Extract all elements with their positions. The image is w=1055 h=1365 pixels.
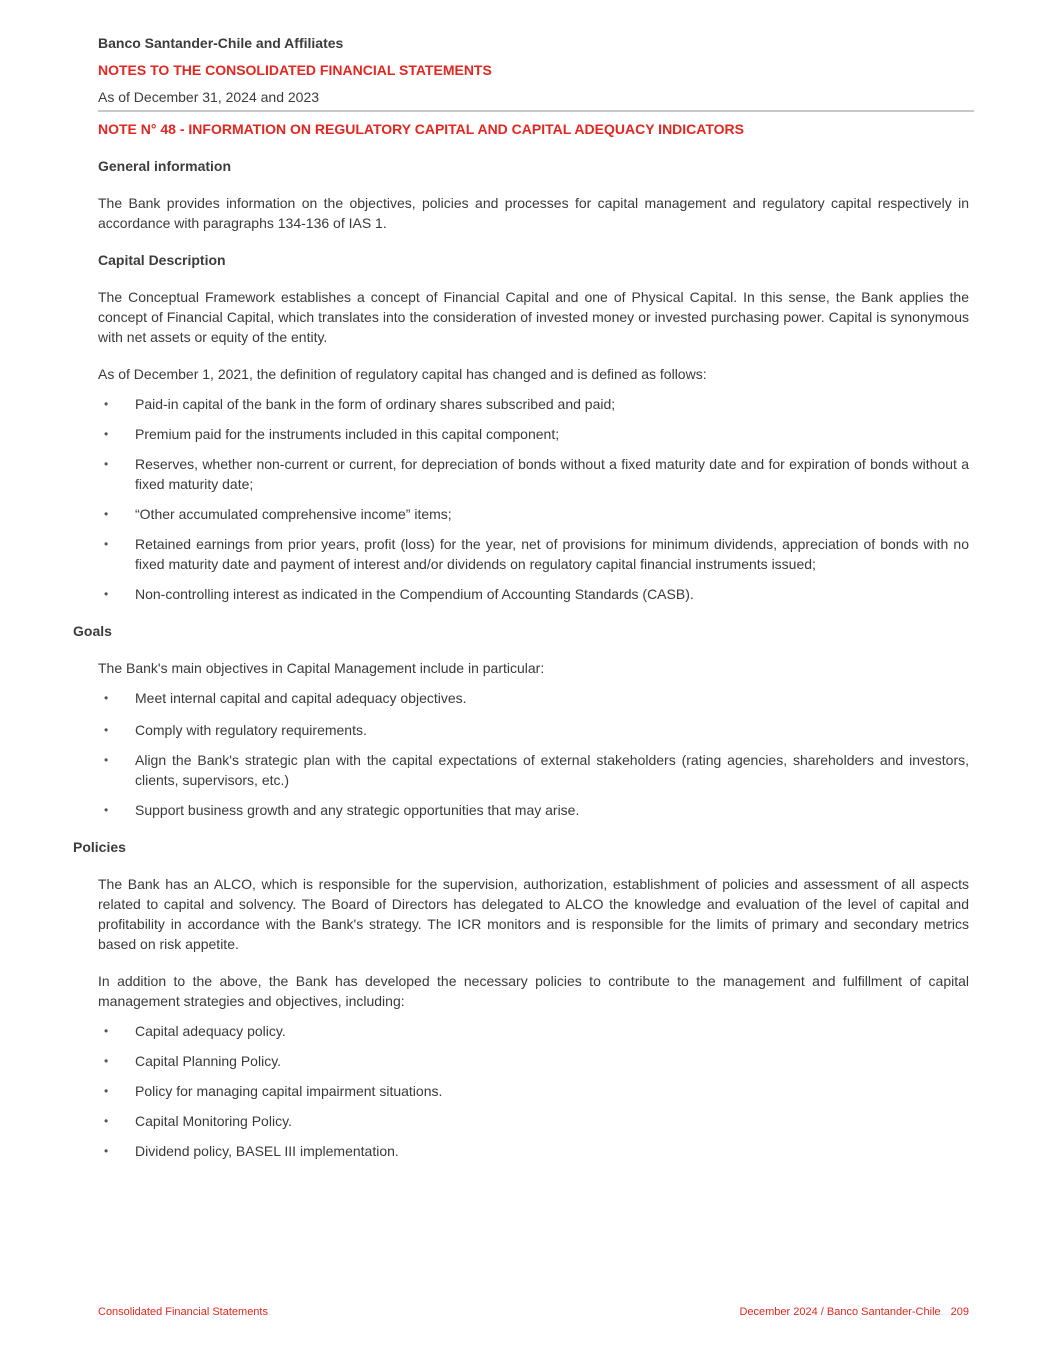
goals-heading: Goals	[73, 623, 112, 639]
list-item-text: Capital Planning Policy.	[135, 1053, 282, 1069]
bullet-icon: •	[104, 1054, 109, 1068]
list-item	[98, 1081, 969, 1101]
bullet-icon: •	[104, 587, 109, 601]
list-item	[98, 534, 969, 574]
list-item-text: Reserves, whether non-current or current, for depreciation of bonds without a fixed maturity date and for expiration of bonds without a fixed maturity date;	[135, 456, 969, 492]
capital-paragraph: The Conceptual Framework establishes a concept of Financial Capital and one of Physical Capital. In this sense, the Bank applies the concept of Financial Capital, which translates into the consideration of invested money or invested purchasing power. Capital is synonymous with net assets or equity of the entity.	[98, 289, 969, 345]
list-item-text: Support business growth and any strategic opportunities that may arise.	[135, 802, 580, 818]
bullet-icon: •	[104, 457, 109, 471]
bullet-icon: •	[104, 753, 109, 767]
footer-document-name: Consolidated Financial Statements	[98, 1306, 268, 1318]
list-item-text: Premium paid for the instruments included in this capital component;	[135, 426, 560, 442]
list-item-text: Retained earnings from prior years, profit (loss) for the year, net of provisions for minimum dividends, appreciation of bonds with no fixed maturity date and payment of interest and/or dividends on regulatory capital financial instruments issued;	[135, 536, 969, 572]
bullet-icon: •	[104, 427, 109, 441]
notes-title: NOTES TO THE CONSOLIDATED FINANCIAL STATEMENTS	[98, 62, 492, 78]
list-item-text: Paid-in capital of the bank in the form of ordinary shares subscribed and paid;	[135, 396, 616, 412]
list-item-text: Capital Monitoring Policy.	[135, 1113, 292, 1129]
list-item	[98, 1051, 969, 1071]
as-of-date: As of December 31, 2024 and 2023	[98, 89, 320, 105]
list-item	[98, 504, 969, 524]
list-item	[98, 1141, 969, 1161]
note-content	[73, 119, 969, 1161]
footer-period: December 2024 / Banco Santander-Chile	[739, 1306, 941, 1318]
bullet-icon: •	[104, 1024, 109, 1038]
list-item-text: Comply with regulatory requirements.	[135, 722, 367, 738]
definition-intro: As of December 1, 2021, the definition of regulatory capital has changed and is defined as follows:	[98, 366, 707, 382]
policies-list	[98, 1021, 969, 1161]
definition-list	[98, 394, 969, 604]
general-heading: General information	[98, 158, 232, 174]
list-item	[98, 750, 969, 790]
policies-heading: Policies	[73, 839, 126, 855]
bullet-icon: •	[104, 507, 109, 521]
company-name: Banco Santander-Chile and Affiliates	[98, 35, 344, 51]
list-item-text: Policy for managing capital impairment situations.	[135, 1083, 443, 1099]
list-item	[98, 1111, 969, 1131]
bullet-icon: •	[104, 723, 109, 737]
list-item-text: “Other accumulated comprehensive income” items;	[135, 506, 452, 522]
note-title: NOTE N° 48 - INFORMATION ON REGULATORY CAPITAL AND CAPITAL ADEQUACY INDICATORS	[98, 121, 744, 137]
page-header	[98, 34, 974, 108]
footer-right	[739, 1306, 969, 1318]
goals-intro: The Bank's main objectives in Capital Management include in particular:	[98, 660, 545, 676]
list-item-text: Meet internal capital and capital adequacy objectives.	[135, 690, 467, 706]
policies-paragraph-1: The Bank has an ALCO, which is responsible for the supervision, authorization, establishment of policies and assessment of all aspects related to capital and solvency. The Board of Directors has delegated to ALCO the knowledge and evaluation of the level of capital and profitability in accordance with the Bank's strategy. The ICR monitors and is responsible for the limits of primary and secondary metrics based on risk appetite.	[98, 876, 969, 952]
list-item-text: Capital adequacy policy.	[135, 1023, 286, 1039]
bullet-icon: •	[104, 1144, 109, 1158]
list-item	[98, 688, 969, 708]
list-item	[98, 394, 969, 414]
bullet-icon: •	[104, 1114, 109, 1128]
bullet-icon: •	[104, 691, 109, 705]
page-number: 209	[950, 1306, 969, 1318]
list-item	[98, 424, 969, 444]
list-item-text: Align the Bank's strategic plan with the capital expectations of external stakeholders (rating agencies, shareholders and investors, clients, supervisors, etc.)	[135, 752, 969, 788]
capital-heading: Capital Description	[98, 252, 226, 268]
policies-paragraph-2: In addition to the above, the Bank has developed the necessary policies to contribute to the management and fulfillment of capital management strategies and objectives, including:	[98, 973, 969, 1009]
bullet-icon: •	[104, 537, 109, 551]
list-item	[98, 454, 969, 494]
bullet-icon: •	[104, 397, 109, 411]
goals-list	[98, 688, 969, 820]
header-divider	[98, 110, 974, 112]
bullet-icon: •	[104, 1084, 109, 1098]
list-item	[98, 1021, 969, 1041]
list-item	[98, 584, 969, 604]
list-item-text: Dividend policy, BASEL III implementation.	[135, 1143, 399, 1159]
list-item	[98, 800, 969, 820]
general-paragraph: The Bank provides information on the objectives, policies and processes for capital management and regulatory capital respectively in accordance with paragraphs 134-136 of IAS 1.	[98, 195, 969, 231]
list-item-text: Non-controlling interest as indicated in the Compendium of Accounting Standards (CASB).	[135, 586, 694, 602]
list-item	[98, 720, 969, 740]
bullet-icon: •	[104, 803, 109, 817]
